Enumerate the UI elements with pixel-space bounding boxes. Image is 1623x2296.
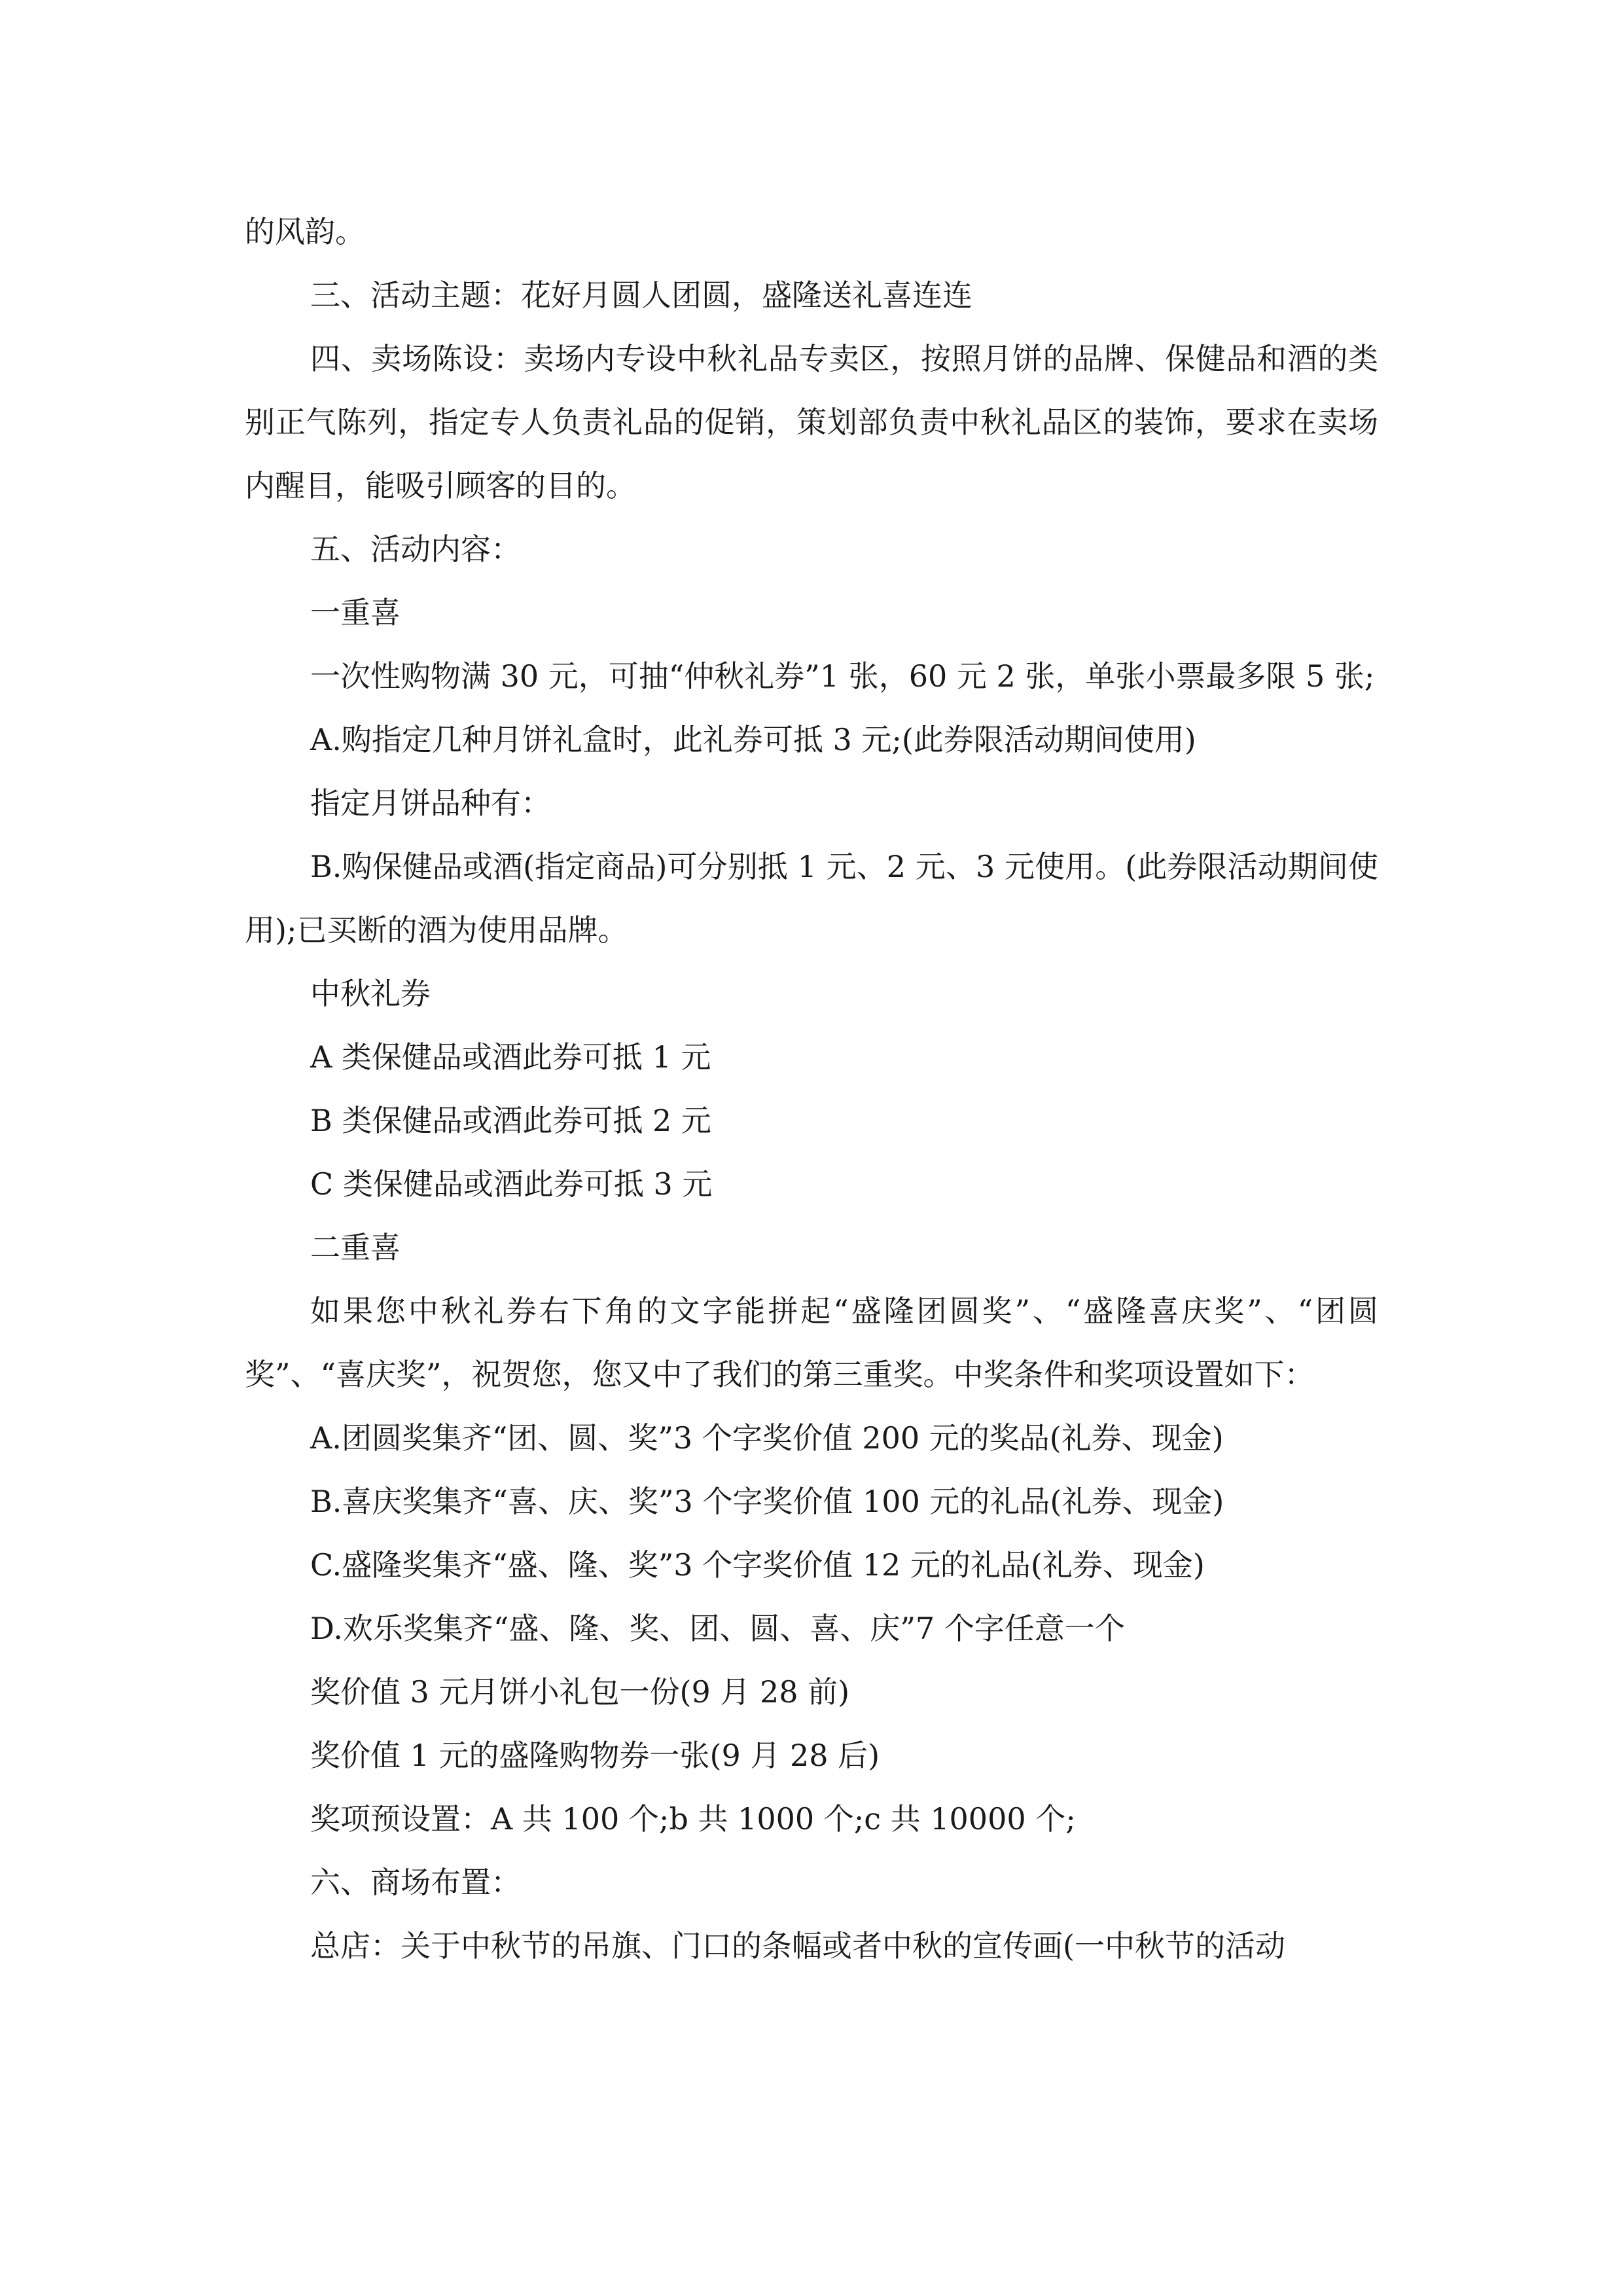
paragraph-designated-mooncakes: 指定月饼品种有： (310, 785, 551, 821)
list-item-festive-prize: B.喜庆奖集齐“喜、庆、奖”3 个字奖价值 100 元的礼品(礼券、现金) (310, 1484, 1224, 1519)
list-item-shenglong-prize: C.盛隆奖集齐“盛、隆、奖”3 个字奖价值 12 元的礼品(礼券、现金) (310, 1547, 1205, 1583)
heading-first-joy: 一重喜 (310, 595, 401, 630)
heading-mid-autumn-voucher: 中秋礼券 (310, 976, 431, 1011)
list-item-joy-prize: D.欢乐奖集齐“盛、隆、奖、团、圆、喜、庆”7 个字任意一个 (310, 1611, 1125, 1646)
list-item-before-sep28: 奖价值 3 元月饼小礼包一份(9 月 28 前) (310, 1674, 850, 1710)
list-item-reunion-prize: A.团圆奖集齐“团、圆、奖”3 个字奖价值 200 元的奖品(礼券、现金) (310, 1420, 1224, 1456)
paragraph-continuation: 的风韵。 (245, 214, 365, 249)
paragraph-prize-conditions: 如果您中秋礼券右下角的文字能拼起“盛隆团圆奖”、“盛隆喜庆奖”、“团圆奖”、“喜庆奖”，祝贺您，您又中了我们的第三重奖。中奖条件和奖项设置如下： (245, 1293, 1378, 1392)
list-item-a-mooncake: A.购指定几种月饼礼盒时，此礼券可抵 3 元;(此券限活动期间使用) (310, 722, 1196, 757)
list-item-b-health-wine: B.购保健品或酒(指定商品)可分别抵 1 元、2 元、3 元使用。(此券限活动期间使用);已买断的酒为使用品牌。 (245, 849, 1378, 948)
list-item-class-b: B 类保健品或酒此券可抵 2 元 (310, 1103, 711, 1138)
paragraph-main-store: 总店：关于中秋节的吊旗、门口的条幅或者中秋的宣传画(一中秋节的活动 (310, 1928, 1285, 1964)
list-item-after-sep28: 奖价值 1 元的盛隆购物券一张(9 月 28 后) (310, 1738, 880, 1773)
document-body (245, 200, 1378, 1978)
heading-activity-content: 五、活动内容： (310, 531, 521, 567)
paragraph-prize-quantities: 奖项预设置：A 共 100 个;b 共 1000 个;c 共 10000 个; (310, 1801, 1076, 1837)
list-item-class-a: A 类保健品或酒此券可抵 1 元 (310, 1039, 711, 1075)
paragraph-store-display: 四、卖场陈设：卖场内专设中秋礼品专卖区，按照月饼的品牌、保健品和酒的类别正气陈列，指定专人负责礼品的促销，策划部负责中秋礼品区的装饰，要求在卖场内醒目，能吸引顾客的目的。 (245, 341, 1378, 503)
heading-second-joy: 二重喜 (310, 1230, 401, 1265)
list-item-class-c: C 类保健品或酒此券可抵 3 元 (310, 1166, 713, 1202)
paragraph-voucher-rule: 一次性购物满 30 元，可抽“仲秋礼券”1 张，60 元 2 张，单张小票最多限 5 张; (310, 658, 1375, 694)
heading-store-layout: 六、商场布置： (310, 1865, 521, 1900)
heading-activity-theme: 三、活动主题：花好月圆人团圆，盛隆送礼喜连连 (310, 278, 972, 313)
